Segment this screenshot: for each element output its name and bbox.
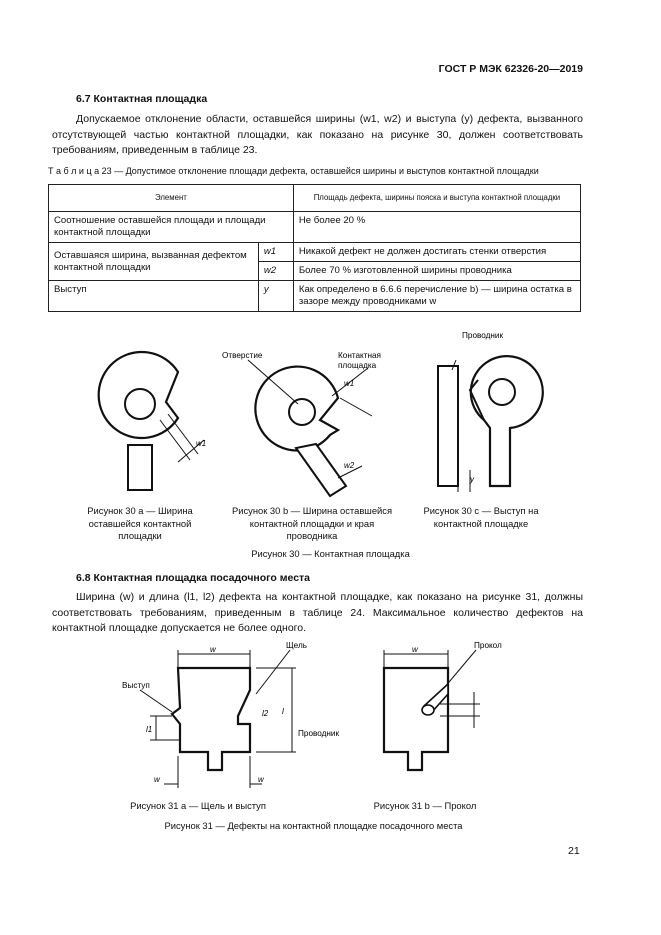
figure-30b-hole-label: Отверстие [222, 351, 263, 360]
figure-31a-conductor-label: Проводник [298, 729, 340, 738]
figure-31b-puncture-label: Прокол [474, 641, 502, 650]
figure-30c-conductor-label: Проводник [462, 331, 504, 340]
table-row-3-value: Как определено в 6.6.6 перечисление b) — ширина остатка в зазоре между проводниками w [293, 281, 580, 312]
figure-30c-pad [438, 356, 543, 492]
figure-31a-l2-label: l2 [262, 709, 269, 718]
table-row-2-value-w2: Более 70 % изготовленной ширины проводника [293, 262, 580, 281]
figure-30b-w2-label: w2 [344, 461, 355, 470]
figure-30b-pad-label-1: Контактная [338, 351, 381, 360]
table-row-1-value: Не более 20 % [293, 212, 580, 243]
table-row-2-value-w1: Никакой дефект не должен достигать стенки отверстия [293, 243, 580, 262]
page-number: 21 [568, 845, 580, 857]
table-row-3-element: Выступ [49, 281, 259, 312]
figure-30c-y-label: y [470, 475, 474, 484]
figure-31a-gap-label: Щель [286, 641, 308, 650]
figure-30b-w1-label: w1 [344, 379, 355, 388]
figure-31a-caption: Рисунок 31 a — Щель и выступ [130, 800, 266, 811]
section-6-7-title: 6.7 Контактная площадка [76, 93, 208, 105]
table-23 [48, 184, 581, 312]
section-6-7-paragraph: Допускаемое отклонение области, оставшейся ширины (w1, w2) и выступа (y) дефекта, вызванного отсутствующей частью контактной площадки, как показано на рисунке 30, должен соответствовать требованиям, приведенным в таблице 23. [52, 113, 583, 156]
figure-31b-w-label: w [412, 645, 418, 654]
document-header: ГОСТ Р МЭК 62326-20—2019 [438, 63, 583, 75]
figure-30c-caption: Рисунок 30 c — Выступ на контактной площадке [423, 505, 539, 529]
figure-31a-l1-label: l1 [146, 725, 153, 734]
figure-30b-caption: Рисунок 30 b — Ширина оставшейся контактной площадки и края проводника [231, 505, 393, 541]
figure-31-drawings [0, 636, 661, 792]
figure-31-caption: Рисунок 31 — Дефекты на контактной площадке посадочного места [164, 820, 463, 831]
table-row-3-symbol: y [258, 281, 293, 312]
figure-30a-pad [99, 352, 207, 490]
figure-31a-w-right-label: w [258, 775, 264, 784]
table-header-element: Элемент [49, 185, 294, 212]
figure-31b-pad [384, 650, 480, 770]
figure-30-caption: Рисунок 30 — Контактная площадка [251, 548, 410, 559]
table-row-2-element: Оставшаяся ширина, вызванная дефектом контактной площадки [49, 243, 259, 281]
figure-31a-w-top-label: w [210, 645, 216, 654]
table-row-2-symbol-w2: w2 [258, 262, 293, 281]
table-header-value: Площадь дефекта, ширины пояска и выступа контактной площадки [293, 185, 580, 212]
figure-31a-w-left-label: w [154, 775, 160, 784]
table-row-1-element: Соотношение оставшейся площади и площади контактной площадки [49, 212, 294, 243]
section-6-8-title: 6.8 Контактная площадка посадочного места [76, 572, 311, 584]
section-6-8-paragraph: Ширина (w) и длина (l1, l2) дефекта на контактной площадке, как показано на рисунке 31, должны соответствовать требованиям, приведенным в таблице 24. Максимальное количество дефектов на контактной площадке допускается не более одного. [52, 591, 583, 634]
figure-31a-l-label: l [282, 707, 284, 716]
figure-31b-caption: Рисунок 31 b — Прокол [373, 800, 477, 811]
figure-30b-pad-label-2: площадка [338, 361, 377, 370]
figure-31a-pad [140, 650, 296, 788]
figure-31a-protrusion-label: Выступ [122, 681, 150, 690]
table-23-caption: Т а б л и ц а 23 — Допустимое отклонение площади дефекта, оставшейся ширины и выступов контактной площадки [48, 166, 539, 176]
figure-30a-w1-label: w1 [196, 439, 207, 448]
figure-30-drawings [0, 320, 661, 500]
table-row-2-symbol-w1: w1 [258, 243, 293, 262]
figure-30a-caption: Рисунок 30 a — Ширина оставшейся контактной площадки [87, 505, 193, 541]
